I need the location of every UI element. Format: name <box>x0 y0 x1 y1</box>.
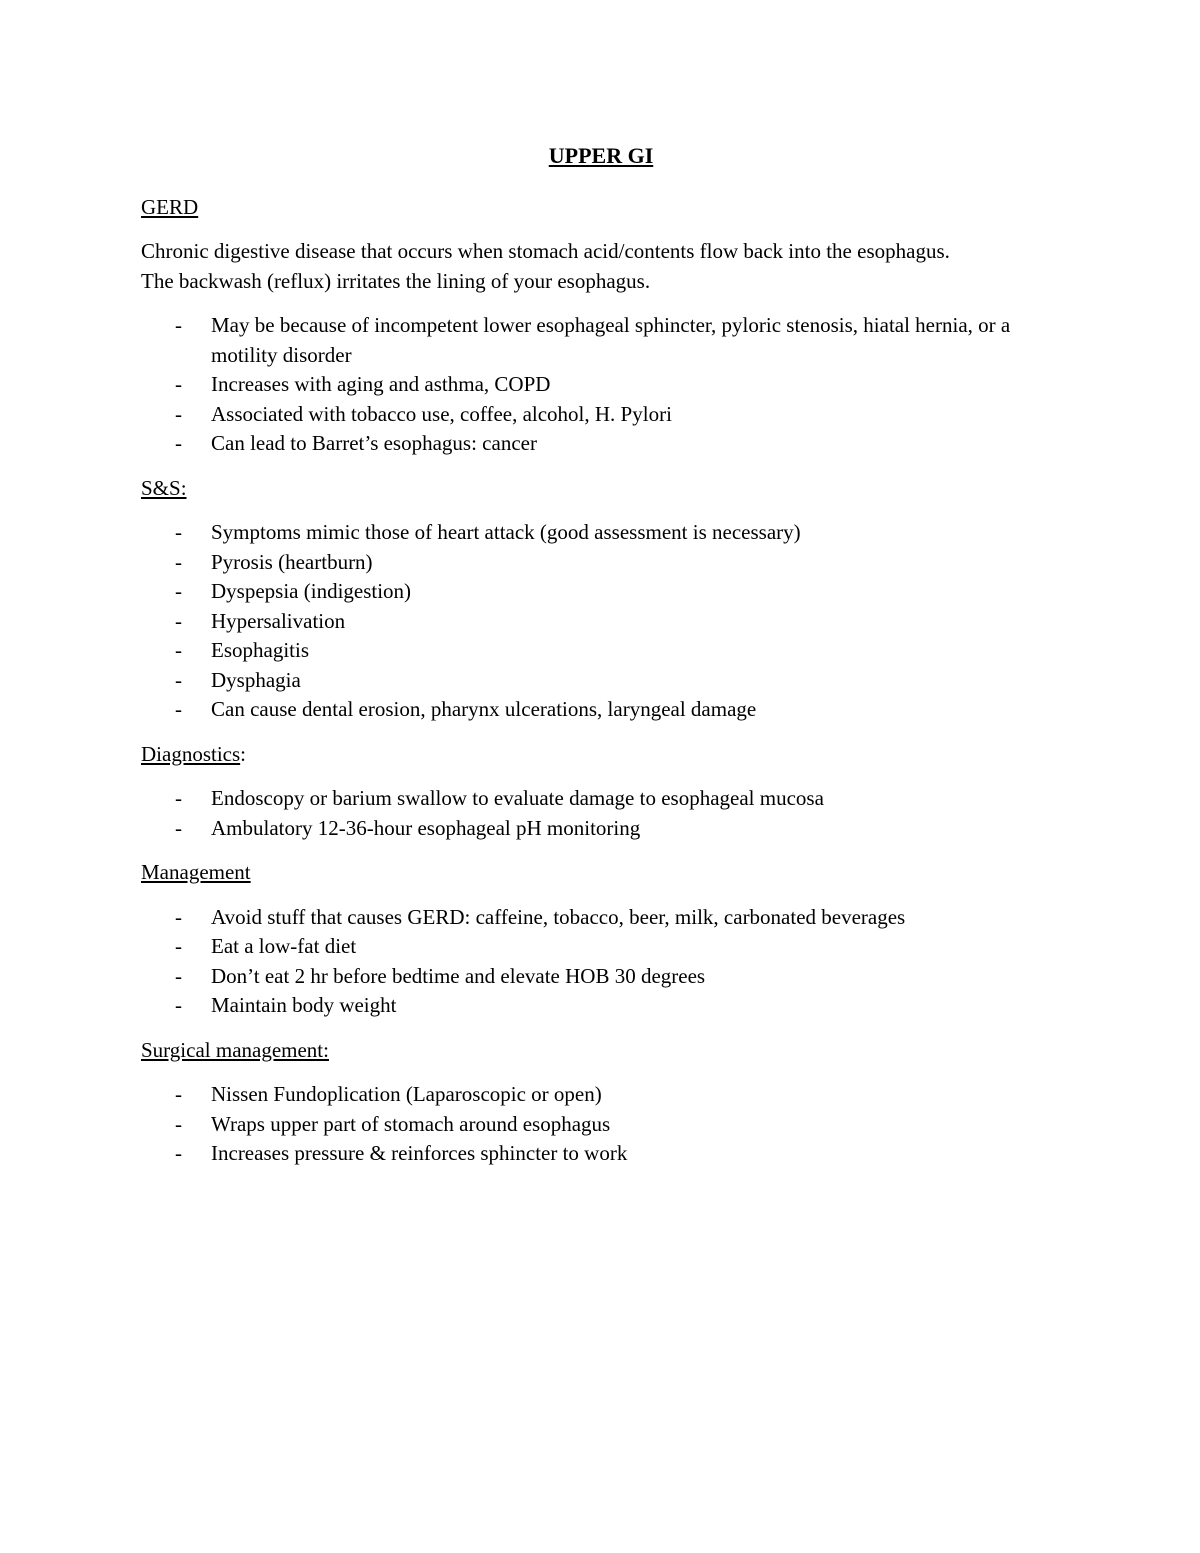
diagnostics-heading-row <box>141 740 1061 770</box>
list-item-text: Esophagitis <box>211 638 309 662</box>
gerd-intro-line-2: The backwash (reflux) irritates the lining of your esophagus. <box>141 268 651 293</box>
bullet-dash: - <box>175 786 182 810</box>
gerd-intro <box>141 237 1061 296</box>
list-item <box>141 577 1061 607</box>
list-item-text: Endoscopy or barium swallow to evaluate damage to esophageal mucosa <box>211 786 824 810</box>
bullet-dash: - <box>175 549 182 574</box>
document-content <box>141 141 1061 1184</box>
list-item-text: May be because of incompetent lower esophageal sphincter, pyloric stenosis, hiatal hernia, or a motility disorder <box>211 313 1011 367</box>
list-item-text: Maintain body weight <box>211 993 397 1017</box>
list-item <box>141 636 1061 666</box>
list-item <box>141 518 1061 548</box>
list-item <box>141 784 1061 814</box>
surgical-bullet-list <box>141 1080 1061 1169</box>
bullet-dash: - <box>175 1141 182 1165</box>
list-item-text: Pyrosis (heartburn) <box>211 549 373 574</box>
gerd-bullet-list <box>141 311 1061 459</box>
list-item <box>141 932 1061 962</box>
list-item <box>141 814 1061 844</box>
list-item <box>141 695 1061 725</box>
bullet-dash: - <box>175 638 182 662</box>
list-item-text: Don’t eat 2 hr before bedtime and elevate HOB 30 degrees <box>211 963 706 988</box>
list-item-text: Ambulatory 12-36-hour esophageal pH monitoring <box>211 815 641 840</box>
gerd-intro-line-1: Chronic digestive disease that occurs when stomach acid/contents flow back into the esophagus. <box>141 239 950 263</box>
bullet-dash: - <box>175 1111 182 1136</box>
bullet-dash: - <box>175 372 182 396</box>
list-item <box>141 666 1061 696</box>
bullet-dash: - <box>175 579 182 603</box>
gerd-heading: GERD <box>141 194 199 219</box>
list-item <box>141 991 1061 1021</box>
bullet-dash: - <box>175 667 182 692</box>
list-item-text: Wraps upper part of stomach around esophagus <box>211 1111 611 1136</box>
list-item-text: Eat a low-fat diet <box>211 934 357 958</box>
list-item-text: Associated with tobacco use, coffee, alcohol, H. Pylori <box>211 401 672 426</box>
bullet-dash: - <box>175 993 182 1017</box>
management-heading: Management <box>141 860 251 884</box>
bullet-dash: - <box>175 608 182 633</box>
list-item-text: Can cause dental erosion, pharynx ulcerations, laryngeal damage <box>211 697 757 721</box>
list-item <box>141 548 1061 578</box>
list-item-text: Symptoms mimic those of heart attack (good assessment is necessary) <box>211 520 801 544</box>
list-item <box>141 1139 1061 1169</box>
list-item <box>141 400 1061 430</box>
list-item-text: Avoid stuff that causes GERD: caffeine, tobacco, beer, milk, carbonated beverages <box>211 904 906 929</box>
list-item-text: Can lead to Barret’s esophagus: cancer <box>211 431 537 455</box>
list-item-text: Increases pressure & reinforces sphincter to work <box>211 1141 628 1165</box>
list-item-text: Hypersalivation <box>211 608 346 633</box>
list-item <box>141 311 1061 370</box>
bullet-dash: - <box>175 963 182 988</box>
bullet-dash: - <box>175 697 182 721</box>
list-item-text: Dyspepsia (indigestion) <box>211 579 412 603</box>
management-bullet-list <box>141 903 1061 1021</box>
bullet-dash: - <box>175 313 182 337</box>
sns-heading: S&S: <box>141 475 187 500</box>
list-item <box>141 429 1061 459</box>
bullet-dash: - <box>175 934 182 958</box>
diagnostics-heading-suffix: : <box>240 741 246 766</box>
list-item-text: Nissen Fundoplication (Laparoscopic or open) <box>211 1082 602 1106</box>
bullet-dash: - <box>175 1082 182 1106</box>
bullet-dash: - <box>175 904 182 929</box>
page-title: UPPER GI <box>548 143 654 168</box>
list-item-text: Dysphagia <box>211 667 301 692</box>
bullet-dash: - <box>175 815 182 840</box>
list-item <box>141 962 1061 992</box>
list-item-text: Increases with aging and asthma, COPD <box>211 372 551 396</box>
bullet-dash: - <box>175 401 182 426</box>
list-item <box>141 1080 1061 1110</box>
list-item <box>141 370 1061 400</box>
diagnostics-heading: Diagnostics <box>141 741 241 766</box>
list-item <box>141 1110 1061 1140</box>
sns-bullet-list <box>141 518 1061 725</box>
diagnostics-bullet-list <box>141 784 1061 843</box>
list-item <box>141 607 1061 637</box>
bullet-dash: - <box>175 520 182 544</box>
list-item <box>141 903 1061 933</box>
bullet-dash: - <box>175 431 182 455</box>
surgical-heading: Surgical management: <box>141 1037 329 1062</box>
